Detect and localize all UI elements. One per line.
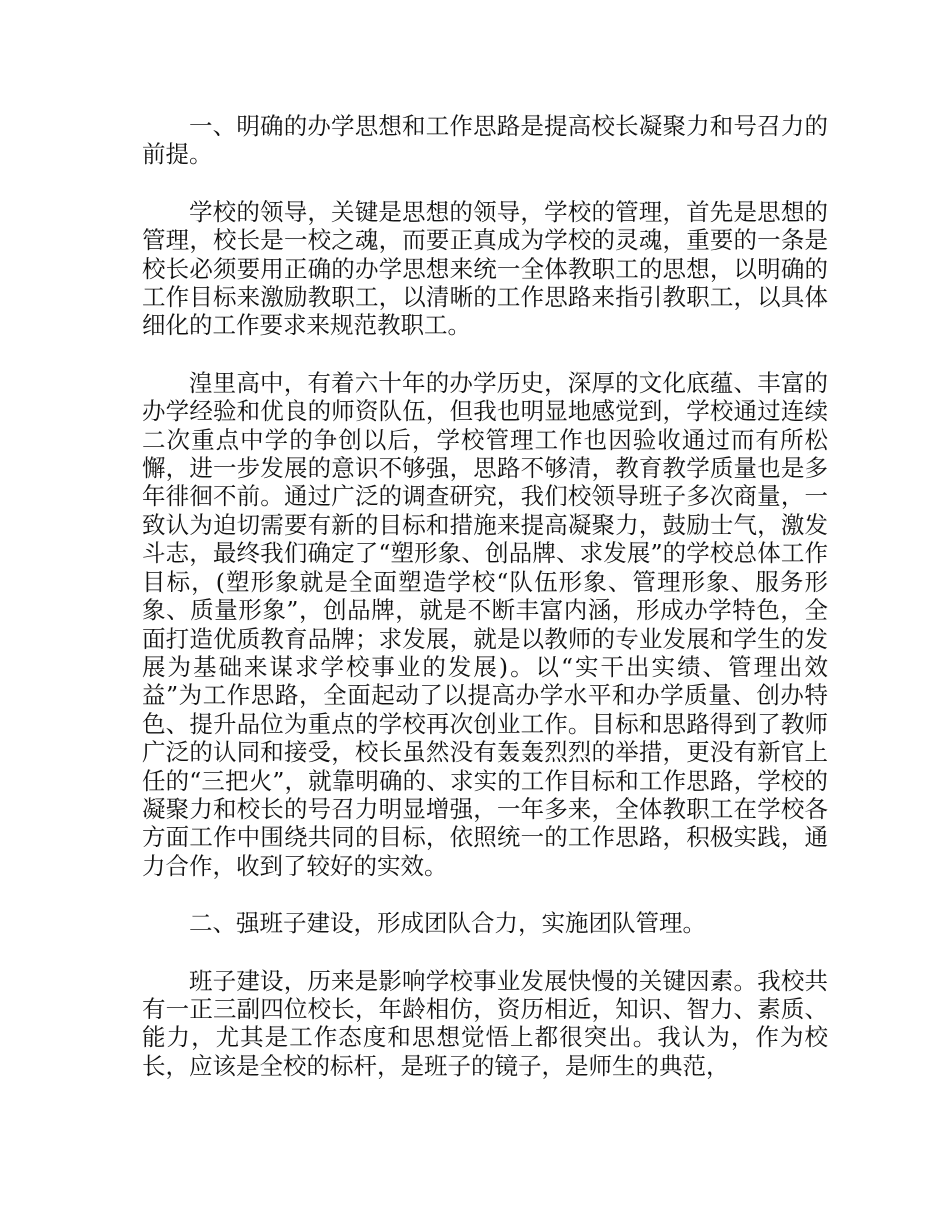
heading-section-two: 二、强班子建设，形成团队合力，实施团队管理。 [189,909,706,938]
paragraph-team-building: 班子建设，历来是影响学校事业发展快慢的关键因素。我校共有一正三副四位校长，年龄相仿，资历相近，知识、智力、素质、能力，尤其是工作态度和思想觉悟上都很突出。我认为，作为校长，应该是全校的标杆，是班子的镜子，是师生的典范， [142,966,828,1080]
document-body [142,112,828,1080]
heading-section-one: 一、明确的办学思想和工作思路是提高校长凝聚力和号召力的前提。 [142,112,828,169]
paragraph-leadership: 学校的领导，关键是思想的领导，学校的管理，首先是思想的管理，校长是一校之魂，而要正真成为学校的灵魂，重要的一条是校长必须要用正确的办学思想来统一全体教职工的思想，以明确的工作目标来激励教职工，以清晰的工作思路来指引教职工，以具体细化的工作要求来规范教职工。 [142,197,828,340]
paragraph-school-history: 湟里高中，有着六十年的办学历史，深厚的文化底蕴、丰富的办学经验和优良的师资队伍，但我也明显地感觉到，学校通过连续二次重点中学的争创以后，学校管理工作也因验收通过而有所松懈，进一步发展的意识不够强，思路不够清，教育教学质量也是多年徘徊不前。通过广泛的调查研究，我们校领导班子多次商量，一致认为迫切需要有新的目标和措施来提高凝聚力，鼓励士气，激发斗志，最终我们确定了“塑形象、创品牌、求发展”的学校总体工作目标，(塑形象就是全面塑造学校“队伍形象、管理形象、服务形象、质量形象”，创品牌，就是不断丰富内涵，形成办学特色，全面打造优质教育品牌；求发展，就是以教师的专业发展和学生的发展为基础来谋求学校事业的发展)。以“实干出实绩、管理出效益”为工作思路，全面起动了以提高办学水平和办学质量、创办特色、提升品位为重点的学校再次创业工作。目标和思路得到了教师广泛的认同和接受，校长虽然没有轰轰烈烈的举措，更没有新官上任的“三把火”，就靠明确的、求实的工作目标和工作思路，学校的凝聚力和校长的号召力明显增强，一年多来，全体教职工在学校各方面工作中围绕共同的目标，依照统一的工作思路，积极实践，通力合作，收到了较好的实效。 [142,368,828,880]
